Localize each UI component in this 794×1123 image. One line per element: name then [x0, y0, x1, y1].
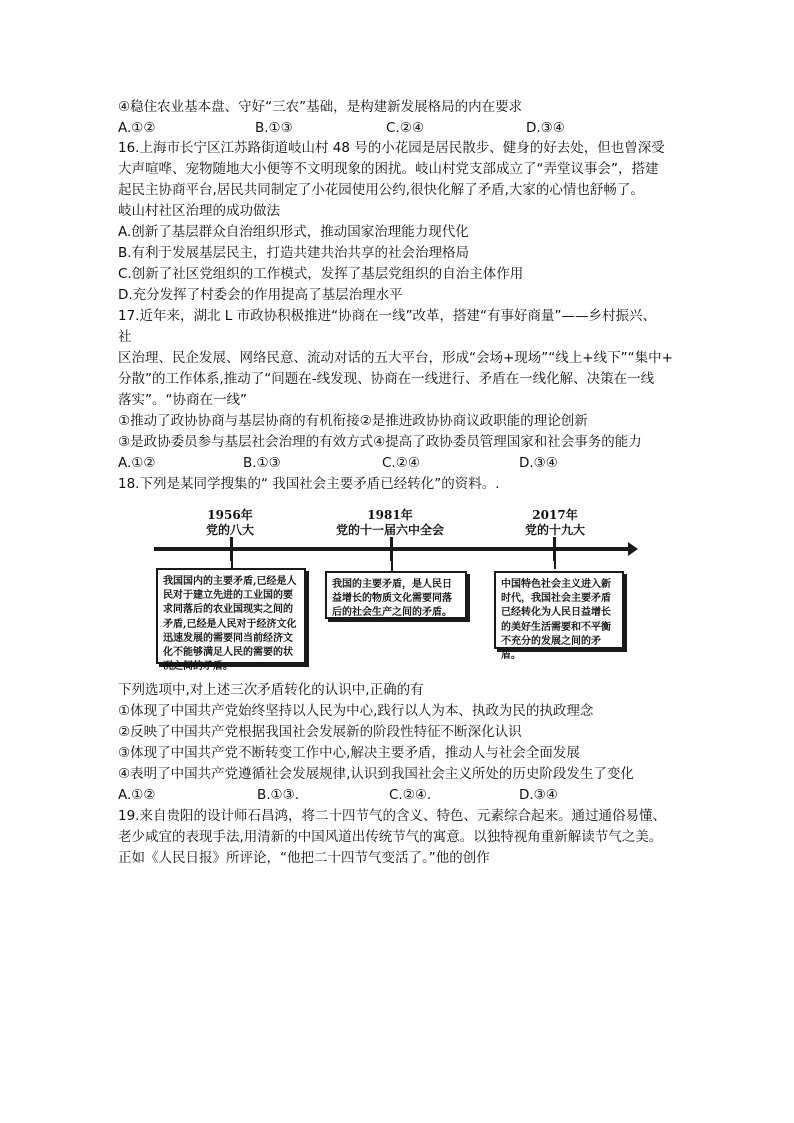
timeline-year-1956: [180, 508, 280, 538]
q19-stem-line-1: 19.来自贵阳的设计师石昌鸿，将二十四节气的含义、特色、元素综合起来。通过通俗易懂、: [118, 808, 666, 824]
q17-stem-line-5: 落实”。“协商在一线”: [118, 392, 247, 408]
q17-option-c: C.②④: [382, 455, 420, 471]
timeline-box-2017: 中国特色社会主义进入新时代，我国社会主要矛盾已经转化为人民日益增长的美好生活需要和不平衡不充分的发展之间的矛盾。: [494, 571, 624, 649]
timeline-tick: [230, 537, 233, 561]
q16-option-d: D.充分发挥了村委会的作用提高了基层治理水平: [118, 287, 403, 303]
q17-items-line-1: ①推动了政协协商与基层协商的有机衔接②是推进政协协商议政职能的理论创新: [118, 413, 588, 429]
q16-stem-line-3: 起民主协商平台,居民共同制定了小花园使用公约,很快化解了矛盾,大家的心情也舒畅了。: [118, 182, 644, 198]
q17-items-line-2: ③是政协委员参与基层社会治理的有效方式④提高了政协委员管理国家和社会事务的能力: [118, 434, 642, 450]
q16-stem-line-1: 16.上海市长宁区江苏路街道岐山村 48 号的小花园是居民散步、健身的好去处，但也曾深受: [118, 140, 665, 156]
timeline-event-label: 党的八大: [205, 523, 254, 537]
timeline-box-1981: 我国的主要矛盾，是人民日益增长的物质文化需要同落后的社会生产之间的矛盾。: [325, 571, 467, 619]
q17-stem-line-4: 分散”的工作体系,推动了“问题在-线发现、协商在一线进行、矛盾在一线化解、决策在一线: [118, 371, 655, 387]
q18-item-2: ②反映了中国共产党根据我国社会发展新的阶段性特征不断深化认识: [118, 724, 522, 740]
q17-stem-line-2: 社: [118, 329, 132, 345]
timeline-tick: [390, 537, 393, 561]
timeline-year-label: 2017年: [532, 508, 578, 522]
q18-item-4: ④表明了中国共产党遵循社会发展规律,认识到我国社会主义所处的历史阶段发生了变化: [118, 766, 634, 782]
q18-option-a: A.①②: [118, 787, 156, 803]
q17-stem-line-3: 区治理、民企发展、网络民意、流动对话的五大平台，形成“会场+现场”“线上+线下”“集中+: [118, 350, 673, 366]
q18-option-d: D.③④: [519, 787, 558, 803]
timeline-event-label: 党的十一届六中全会: [335, 523, 444, 537]
q16-option-a: A.创新了基层群众自治组织形式，推动国家治理能力现代化: [118, 224, 469, 240]
q17-option-a: A.①②: [118, 455, 156, 471]
q19-stem-line-2: 老少咸宜的表现手法,用清新的中国风道出传统节气的寓意。以独特视角重新解读节气之美。: [118, 829, 663, 845]
q18-item-3: ③体现了中国共产党不断转变工作中心,解决主要矛盾，推动人与社会全面发展: [118, 745, 580, 761]
timeline-event-label: 党的十九大: [524, 523, 585, 537]
q18-option-c: C.②④.: [389, 787, 432, 803]
q16-stem-line-4: 岐山村社区治理的成功做法: [118, 203, 280, 219]
q16-stem-line-2: 大声喧哗、宠物随地大小便等不文明现象的困扰。岐山村党支部成立了“弄堂议事会”，搭建: [118, 161, 659, 177]
q16-option-b: B.有利于发展基层民主，打造共建共治共享的社会治理格局: [118, 245, 470, 261]
q17-option-b: B.①③: [243, 455, 281, 471]
q18-item-1: ①体现了中国共产党始终坚持以人民为中心,践行以人为本、执政为民的执政理念: [118, 703, 594, 719]
timeline-connector: [391, 561, 393, 571]
timeline-year-label: 1956年: [207, 508, 253, 522]
q15-option-c: C.②④: [386, 120, 424, 136]
contradiction-timeline-figure: [150, 505, 630, 673]
timeline-arrow: [628, 542, 638, 556]
q18-intro: 18.下列是某同学搜集的“ 我国社会主要矛盾已经转化”的资料。.: [118, 476, 500, 492]
timeline-year-2017: [500, 508, 610, 538]
timeline-connector: [554, 561, 556, 569]
q19-stem-line-3: 正如《人民日报》所评论，“他把二十四节气变活了。”他的创作: [118, 850, 490, 866]
q17-option-d: D.③④: [519, 455, 558, 471]
timeline-year-label: 1981年: [367, 508, 413, 522]
q15-option-b: B.①③: [255, 120, 293, 136]
timeline-tick: [553, 537, 556, 561]
q16-option-c: C.创新了社区党组织的工作模式，发挥了基层党组织的自治主体作用: [118, 266, 524, 282]
timeline-box-1956: 我国国内的主要矛盾,已经是人民对于建立先进的工业国的要求同落后的农业国现实之间的矛盾,已经是人民对于经济文化迅速发展的需要同当前经济文化不能够满足人民的需要的状况之间的矛盾。: [156, 568, 306, 664]
q15-item-4: ④稳住农业基本盘、守好“三农”基础，是构建新发展格局的内在要求: [118, 99, 523, 115]
timeline-year-1981: [310, 508, 470, 538]
q15-option-a: A.①②: [118, 120, 156, 136]
q18-option-b: B.①③.: [257, 787, 300, 803]
q17-stem-line-1: 17.近年来，湖北 L 市政协积极推进“协商在一线”改革，搭建“有事好商量”——乡村振兴、: [118, 308, 657, 324]
q15-option-d: D.③④: [526, 120, 565, 136]
q18-stem: 下列选项中,对上述三次矛盾转化的认识中,正确的有: [118, 682, 424, 698]
